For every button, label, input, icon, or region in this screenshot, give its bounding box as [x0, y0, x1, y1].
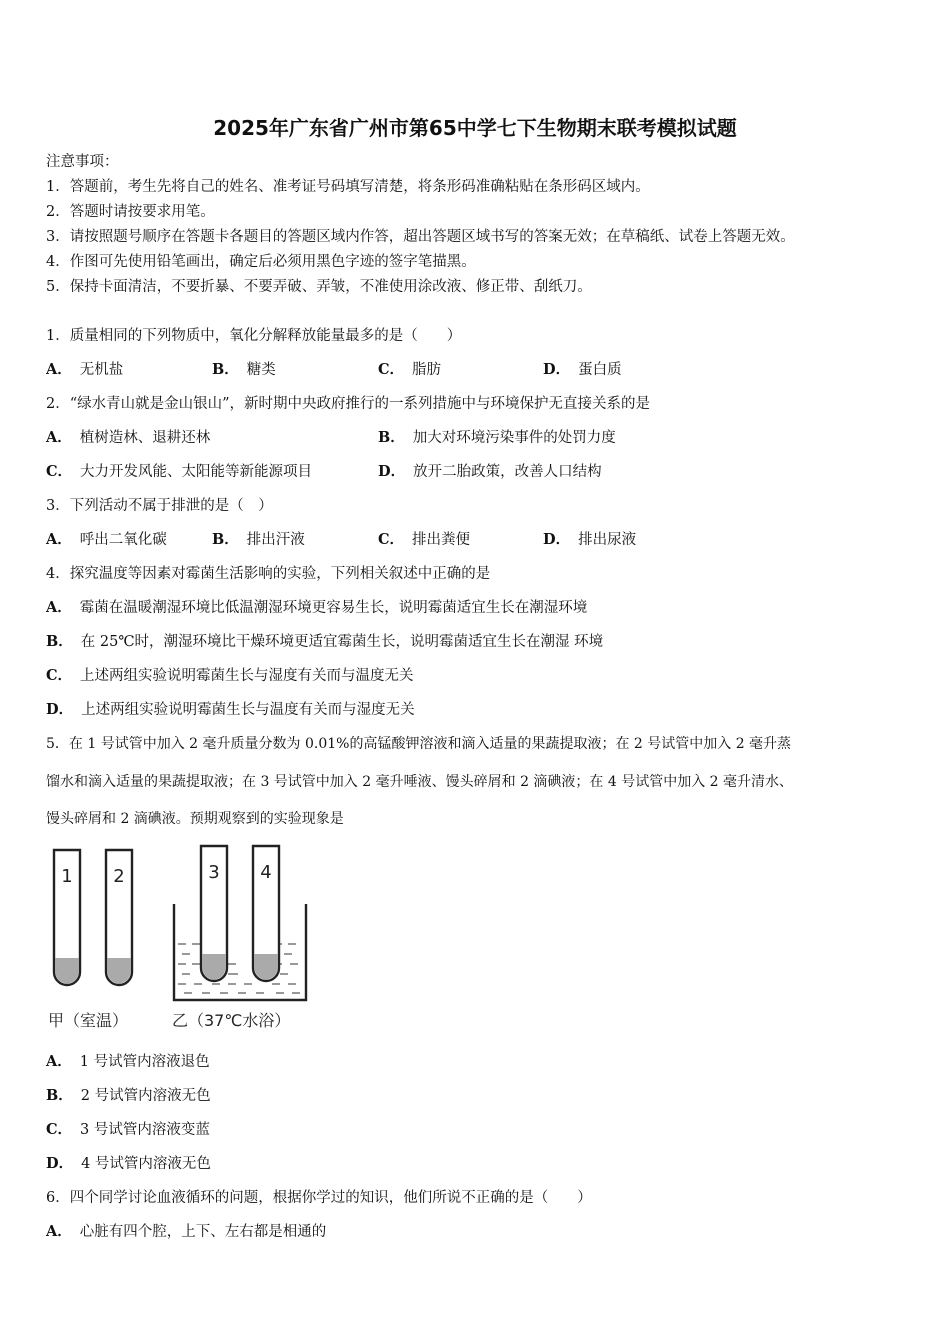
note-item: 3．请按照题号顺序在答题卡各题目的答题区域内作答，超出答题区域书写的答案无效；在草稿纸、试卷上答题无效。	[46, 229, 795, 245]
q2-option-b[interactable]	[378, 428, 616, 448]
option-label: B．	[212, 531, 239, 548]
option-label: B．	[46, 633, 73, 650]
q1-option-d[interactable]	[543, 360, 622, 380]
option-label: C．	[46, 463, 73, 480]
option-text: 加大对环境污染事件的处罚力度	[412, 430, 616, 446]
question-3-stem: 3．下列活动不属于排泄的是（ ）	[46, 498, 273, 514]
q3-option-d[interactable]	[543, 530, 636, 550]
option-text: 糖类	[246, 362, 276, 378]
q3-option-b[interactable]	[212, 530, 305, 550]
option-label: C．	[378, 531, 405, 548]
question-4-stem: 4．探究温度等因素对霉菌生活影响的实验，下列相关叙述中正确的是	[46, 566, 491, 582]
note-item: 1．答题前，考生先将自己的姓名、准考证号码填写清楚，将条形码准确粘贴在条形码区域内。	[46, 179, 650, 195]
q4-option-a[interactable]	[46, 598, 587, 618]
option-label: A．	[46, 531, 72, 548]
question-5-stem-line: 馒头碎屑和 2 滴碘液。预期观察到的实验现象是	[46, 811, 344, 827]
q5-option-c[interactable]	[46, 1120, 210, 1140]
option-text: 霉菌在温暖潮湿环境比低温潮湿环境更容易生长，说明霉菌适宜生长在潮湿环境	[79, 600, 588, 616]
note-item: 5．保持卡面清洁，不要折暴、不要弄破、弄皱，不准使用涂改液、修正带、刮纸刀。	[46, 279, 592, 295]
option-text: 大力开发风能、太阳能等新能源项目	[80, 464, 313, 480]
figure-caption-left: 甲（室温）	[48, 1011, 129, 1030]
q1-option-b[interactable]	[212, 360, 276, 380]
option-label: D．	[543, 361, 571, 378]
page-title: 2025年广东省广州市第65中学七下生物期末联考模拟试题	[213, 116, 737, 140]
option-text: 1 号试管内溶液退色	[79, 1054, 210, 1070]
notes-heading: 注意事项：	[46, 154, 119, 170]
option-text: 在 25℃时，潮湿环境比干燥环境更适宜霉菌生长，说明霉菌适宜生长在潮湿 环境	[80, 634, 604, 650]
option-text: 呼出二氧化碳	[79, 532, 167, 548]
option-label: B．	[212, 361, 239, 378]
note-item: 4．作图可先使用铅笔画出，确定后必须用黑色字迹的签字笔描黑。	[46, 254, 476, 270]
note-item: 2．答题时请按要求用笔。	[46, 204, 215, 220]
q3-option-c[interactable]	[378, 530, 470, 550]
q4-option-d[interactable]	[46, 700, 415, 720]
q1-option-a[interactable]	[46, 360, 123, 380]
option-label: C．	[46, 1121, 73, 1138]
q1-option-c[interactable]	[378, 360, 441, 380]
q5-option-d[interactable]	[46, 1154, 211, 1174]
question-6-stem: 6．四个同学讨论血液循环的问题，根据你学过的知识，他们所说不正确的是（ ）	[46, 1190, 592, 1206]
tube-label: 4	[260, 862, 272, 883]
option-label: C．	[378, 361, 405, 378]
test-tube-3	[201, 846, 227, 981]
option-text: 上述两组实验说明霉菌生长与温度有关而与湿度无关	[81, 702, 415, 718]
q4-option-c[interactable]	[46, 666, 414, 686]
tube-label: 2	[113, 866, 125, 887]
option-label: A．	[46, 1223, 72, 1240]
option-text: 排出粪便	[412, 532, 471, 548]
option-label: A．	[46, 429, 72, 446]
question-1-stem: 1．质量相同的下列物质中，氧化分解释放能量最多的是（ ）	[46, 328, 462, 344]
option-label: D．	[543, 531, 571, 548]
q3-option-a[interactable]	[46, 530, 167, 550]
test-tube-figure	[44, 840, 316, 1035]
option-text: 上述两组实验说明霉菌生长与湿度有关而与温度无关	[80, 668, 414, 684]
question-2-stem: 2．“绿水青山就是金山银山”，新时期中央政府推行的一系列措施中与环境保护无直接关系的是	[46, 396, 651, 412]
option-text: 心脏有四个腔，上下、左右都是相通的	[79, 1224, 327, 1240]
option-label: D．	[46, 1155, 74, 1172]
option-text: 放开二胎政策，改善人口结构	[413, 464, 602, 480]
question-5-stem-line: 馏水和滴入适量的果蔬提取液；在 3 号试管中加入 2 毫升唾液、馒头碎屑和 2 滴碘液；在 4 号试管中加入 2 毫升清水、	[46, 774, 794, 790]
option-text: 4 号试管内溶液无色	[81, 1156, 211, 1172]
test-tube-2	[106, 850, 132, 985]
q2-option-d[interactable]	[378, 462, 602, 482]
option-label: A．	[46, 361, 72, 378]
option-text: 无机盐	[79, 362, 124, 378]
question-5-stem-line: 5．在 1 号试管中加入 2 毫升质量分数为 0.01%的高锰酸钾溶液和滴入适量的果蔬提取液；在 2 号试管中加入 2 毫升蒸	[46, 736, 792, 752]
option-text: 脂肪	[412, 362, 442, 378]
figure-caption-right: 乙（37℃水浴）	[172, 1011, 291, 1030]
test-tube-4	[253, 846, 279, 981]
option-label: A．	[46, 599, 72, 616]
option-text: 植树造林、退耕还林	[79, 430, 211, 446]
q4-option-b[interactable]	[46, 632, 603, 652]
option-label: B．	[46, 1087, 73, 1104]
option-text: 2 号试管内溶液无色	[80, 1088, 211, 1104]
option-label: A．	[46, 1053, 72, 1070]
q2-option-c[interactable]	[46, 462, 312, 482]
tube-label: 1	[61, 866, 73, 887]
option-text: 排出尿液	[578, 532, 637, 548]
q2-option-a[interactable]	[46, 428, 210, 448]
q6-option-a[interactable]	[46, 1222, 326, 1242]
option-label: D．	[378, 463, 406, 480]
option-label: D．	[46, 701, 74, 718]
option-text: 3 号试管内溶液变蓝	[80, 1122, 210, 1138]
option-text: 排出汗液	[246, 532, 305, 548]
q5-option-b[interactable]	[46, 1086, 211, 1106]
q5-option-a[interactable]	[46, 1052, 210, 1072]
option-label: B．	[378, 429, 405, 446]
tube-label: 3	[208, 862, 220, 883]
water-bath	[174, 904, 306, 1000]
option-label: C．	[46, 667, 73, 684]
test-tube-1	[54, 850, 80, 985]
option-text: 蛋白质	[578, 362, 622, 378]
